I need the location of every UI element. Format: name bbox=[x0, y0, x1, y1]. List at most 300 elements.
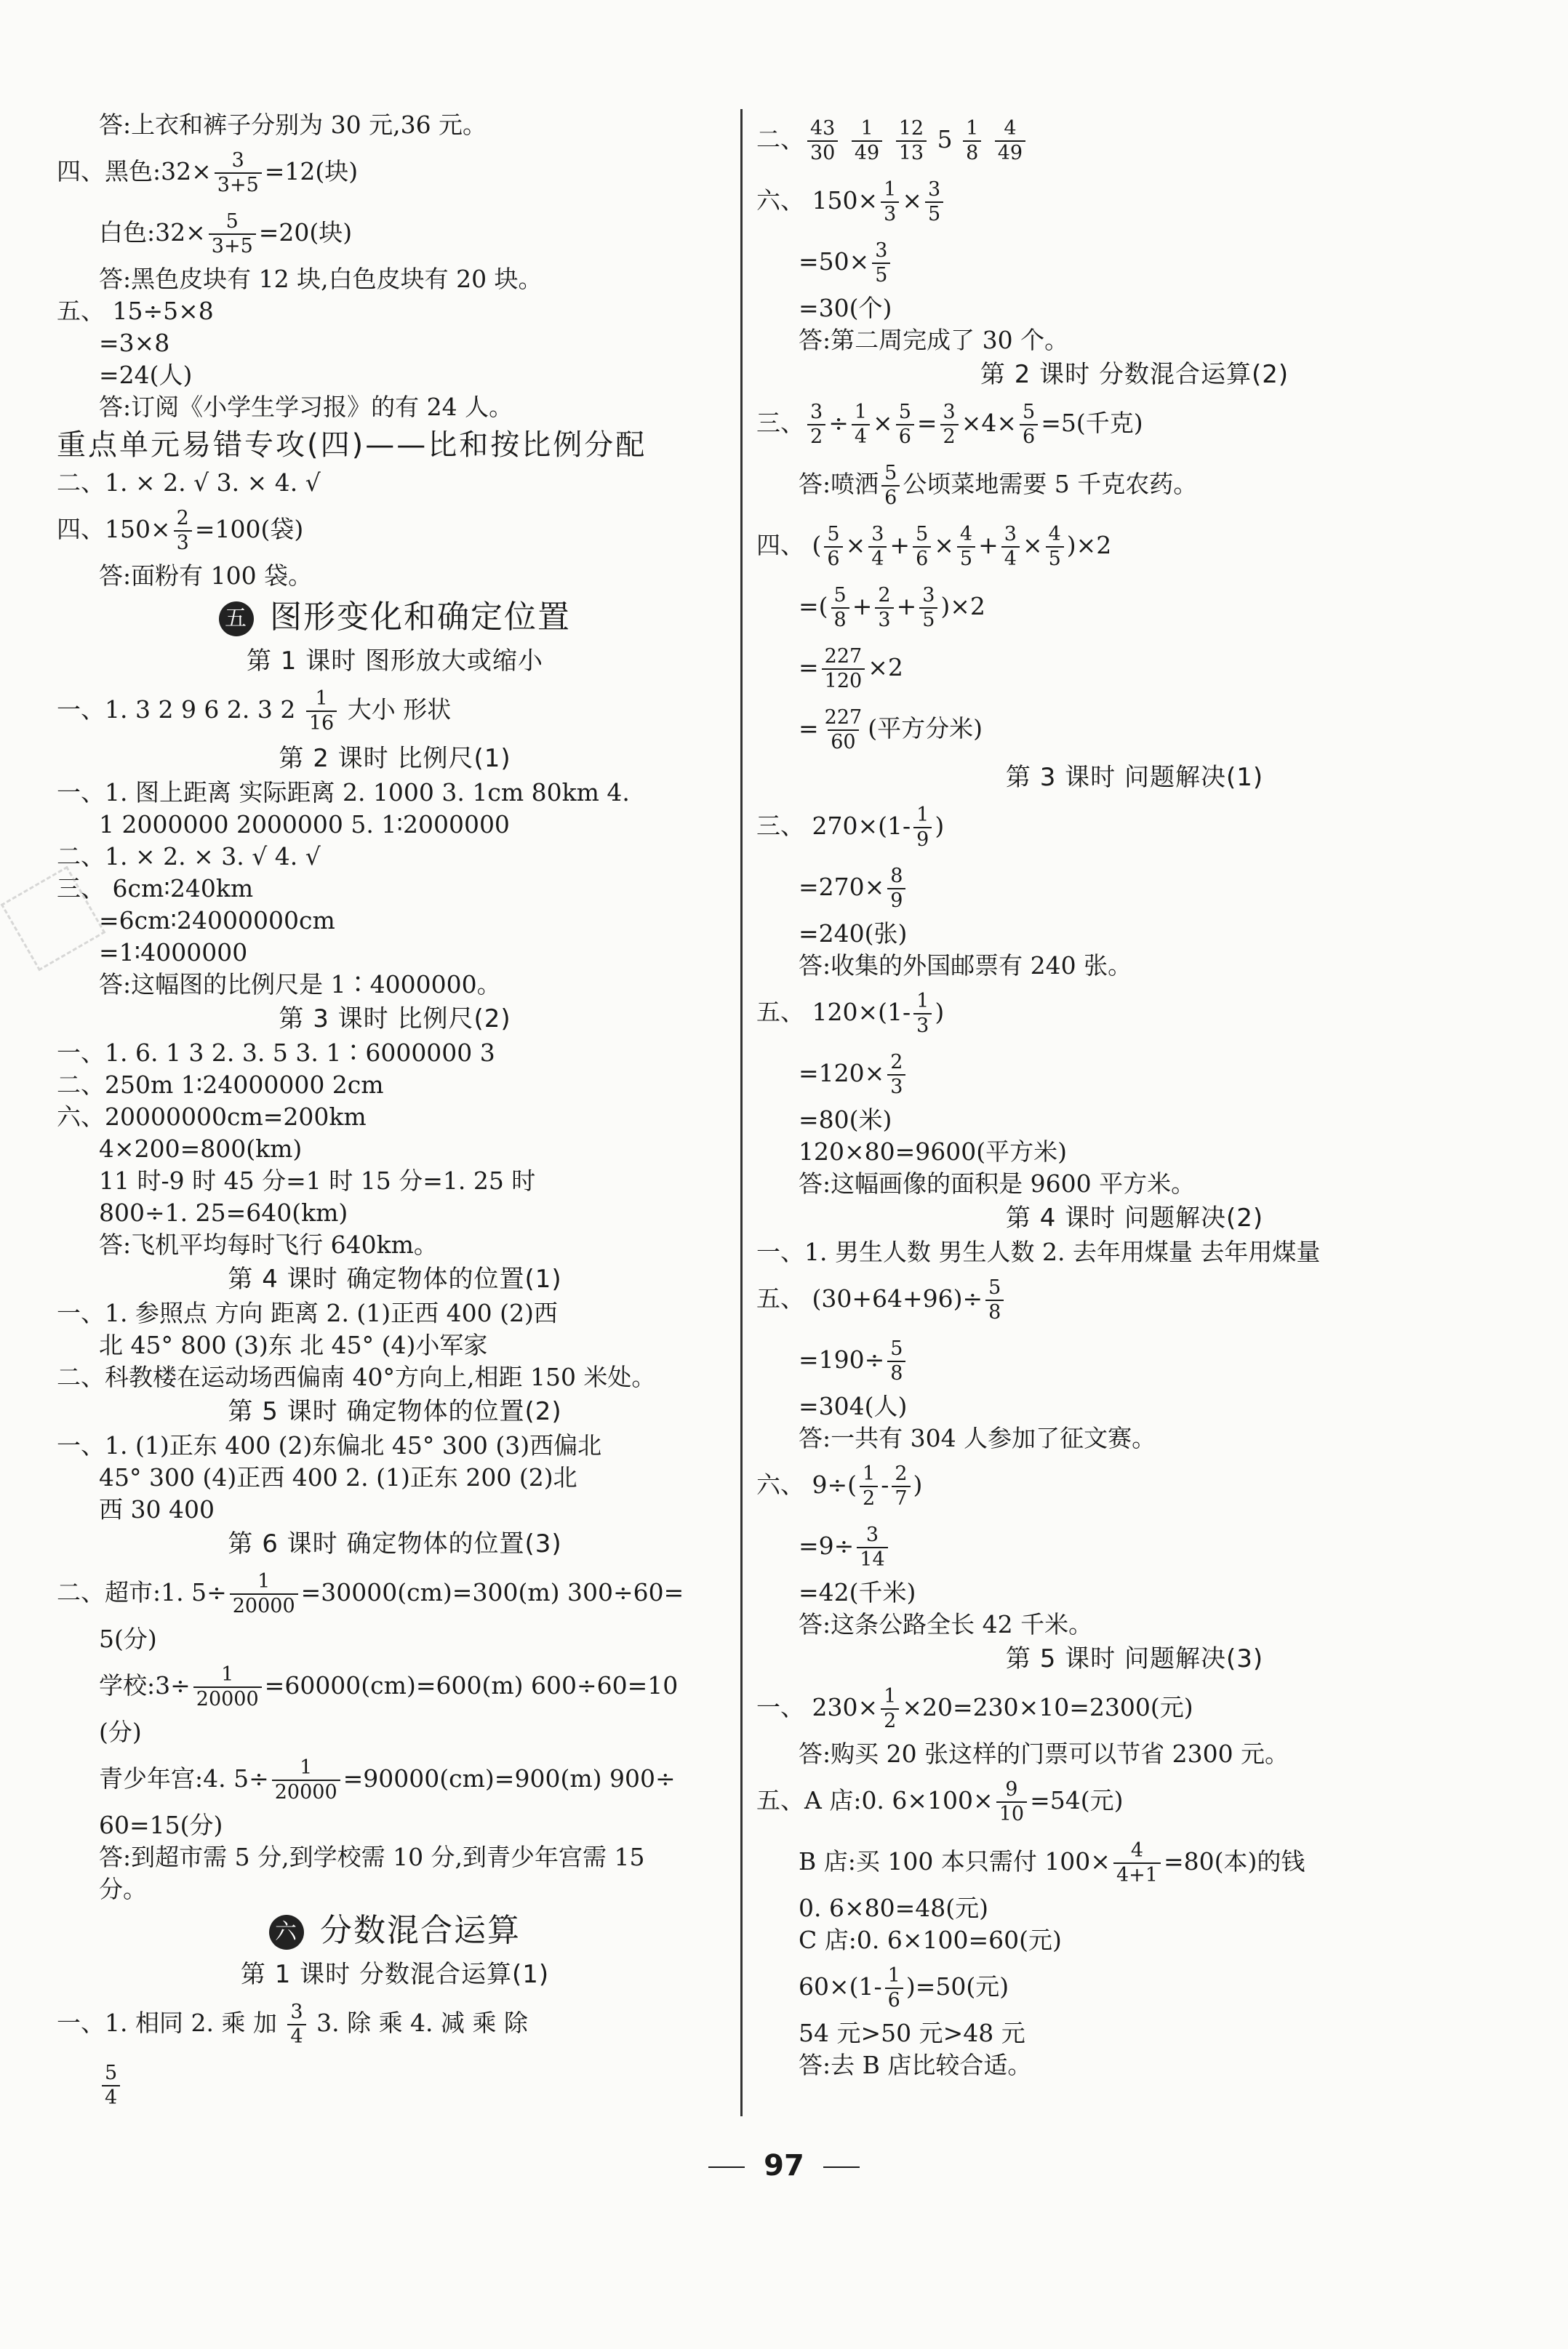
fraction-denominator: 30 bbox=[807, 140, 838, 165]
fraction-numerator: 2 bbox=[895, 1462, 908, 1485]
line-text: 图形变化和确定位置 bbox=[270, 599, 571, 636]
fraction-denominator: 5 bbox=[925, 201, 943, 226]
fraction-denominator: 4 bbox=[287, 2024, 305, 2049]
lesson-heading bbox=[57, 1956, 733, 1993]
lesson-heading bbox=[57, 740, 733, 777]
fraction-numerator: 2 bbox=[176, 507, 189, 529]
line-text: 答:收集的外国邮票有 240 张。 bbox=[799, 951, 1132, 980]
fraction-denominator: 5 bbox=[872, 263, 890, 287]
answer-line bbox=[57, 1716, 733, 1748]
fraction-numerator: 5 bbox=[833, 584, 847, 607]
answer-line bbox=[756, 170, 1513, 231]
line-text: 4×200=800(km) bbox=[99, 1135, 303, 1163]
line-text: 60=15(分) bbox=[99, 1811, 223, 1839]
fraction bbox=[287, 2001, 305, 2049]
fraction-denominator: 3 bbox=[875, 607, 893, 632]
fraction bbox=[831, 584, 849, 632]
line-text: =100(袋) bbox=[194, 515, 304, 543]
answer-line bbox=[756, 1609, 1513, 1641]
line-text: =304(人) bbox=[799, 1392, 908, 1420]
fraction-numerator: 1 bbox=[884, 1685, 897, 1708]
line-text: 青少年宫:4. 5÷ bbox=[99, 1764, 269, 1793]
line-text: 一、1. 男生人数 男生人数 2. 去年用煤量 去年用煤量 bbox=[756, 1238, 1321, 1266]
answer-line bbox=[57, 1655, 733, 1716]
answer-line bbox=[57, 109, 733, 141]
fraction bbox=[913, 523, 931, 571]
line-text: =80(米) bbox=[799, 1105, 892, 1134]
fraction-denominator: 6 bbox=[896, 424, 914, 449]
line-text: 3. 除 乘 4. 减 乘 除 bbox=[308, 2009, 529, 2037]
fraction bbox=[892, 1462, 910, 1510]
answer-line bbox=[756, 1422, 1513, 1454]
fraction bbox=[1001, 523, 1020, 571]
line-text: 60×(1- bbox=[799, 1972, 882, 2001]
fraction-denominator: 13 bbox=[896, 140, 927, 165]
fraction bbox=[193, 1663, 262, 1711]
fraction bbox=[852, 401, 870, 449]
fraction-denominator: 6 bbox=[881, 485, 900, 510]
unit-number-badge: 五 bbox=[219, 601, 254, 636]
answer-line bbox=[57, 499, 733, 560]
line-text: =120× bbox=[799, 1059, 885, 1087]
fraction-denominator: 4 bbox=[102, 2085, 120, 2110]
fraction-denominator: 49 bbox=[995, 140, 1025, 165]
answer-line bbox=[756, 231, 1513, 292]
fraction-denominator: 2 bbox=[860, 1486, 878, 1510]
line-text: =1∶4000000 bbox=[99, 938, 248, 967]
answer-line bbox=[57, 1494, 733, 1526]
fraction bbox=[209, 210, 256, 258]
answer-line bbox=[756, 982, 1513, 1043]
answer-line bbox=[756, 1770, 1513, 1831]
line-text: 公顷菜地需要 5 千克农药。 bbox=[903, 470, 1198, 498]
fraction bbox=[913, 990, 932, 1038]
fraction-denominator: 6 bbox=[913, 546, 931, 571]
answer-line bbox=[57, 873, 733, 905]
fraction-denominator: 3+5 bbox=[209, 233, 256, 258]
fraction-numerator: 227 bbox=[824, 706, 863, 729]
fraction-numerator: 4 bbox=[1004, 117, 1017, 140]
fraction-denominator: 5 bbox=[1046, 546, 1064, 571]
line-text: 三、 270×(1- bbox=[756, 812, 911, 840]
line-text: = bbox=[916, 409, 937, 437]
line-text: 四、 ( bbox=[756, 531, 822, 559]
answer-line bbox=[57, 391, 733, 423]
answer-line bbox=[57, 1297, 733, 1329]
fraction bbox=[807, 401, 825, 449]
answer-line bbox=[756, 1390, 1513, 1422]
answer-line bbox=[57, 1809, 733, 1841]
fraction bbox=[824, 523, 842, 571]
line-text: 第 2 课时 比例尺(1) bbox=[279, 744, 511, 773]
line-text: ×2 bbox=[868, 653, 903, 681]
line-text: =190÷ bbox=[799, 1345, 885, 1374]
fraction-numerator: 2 bbox=[878, 584, 891, 607]
fraction-numerator: 5 bbox=[225, 210, 239, 233]
fraction bbox=[985, 1276, 1004, 1324]
fraction bbox=[881, 178, 899, 226]
answer-line bbox=[57, 905, 733, 937]
line-text: 三、 bbox=[756, 409, 804, 437]
line-text: 5 bbox=[929, 125, 961, 153]
section-heading bbox=[57, 423, 733, 467]
line-text bbox=[885, 125, 893, 153]
fraction-numerator: 3 bbox=[875, 239, 888, 262]
line-text: 六、 9÷( bbox=[756, 1470, 857, 1499]
line-text: 答:喷洒 bbox=[799, 470, 879, 498]
answer-line bbox=[756, 1168, 1513, 1200]
fraction-denominator: 2 bbox=[940, 424, 959, 449]
answer-line bbox=[756, 1516, 1513, 1577]
fraction-denominator: 8 bbox=[985, 1300, 1004, 1324]
answer-line bbox=[756, 796, 1513, 857]
line-text: 五、 15÷5×8 bbox=[57, 297, 214, 325]
line-text: 五、 (30+64+96)÷ bbox=[756, 1284, 983, 1313]
fraction-numerator: 1 bbox=[966, 117, 979, 140]
fraction-denominator: 6 bbox=[885, 1988, 903, 2012]
answer-line bbox=[756, 918, 1513, 950]
line-text: - bbox=[881, 1470, 889, 1499]
line-text bbox=[841, 125, 849, 153]
fraction bbox=[957, 523, 975, 571]
fraction-denominator: 20000 bbox=[230, 1593, 298, 1618]
fraction-numerator: 4 bbox=[1130, 1839, 1144, 1862]
fraction bbox=[896, 117, 927, 165]
line-text: 答:这幅图的比例尺是 1∶4000000。 bbox=[99, 970, 501, 999]
line-text: × bbox=[1022, 531, 1043, 559]
fraction-denominator: 5 bbox=[957, 546, 975, 571]
answer-line bbox=[57, 1623, 733, 1655]
answer-line bbox=[57, 809, 733, 841]
fraction-numerator: 3 bbox=[290, 2001, 303, 2023]
fraction bbox=[963, 117, 981, 165]
fraction-denominator: 3 bbox=[174, 530, 192, 555]
fraction-denominator: 20000 bbox=[272, 1780, 340, 1804]
line-text: 120×80=9600(平方米) bbox=[799, 1137, 1068, 1166]
page-number: 97 bbox=[0, 2149, 1568, 2182]
fraction-numerator: 3 bbox=[810, 401, 823, 423]
line-text: 1 2000000 2000000 5. 1∶2000000 bbox=[99, 810, 510, 839]
answer-line bbox=[57, 1841, 733, 1873]
fraction bbox=[881, 1685, 899, 1733]
fraction-denominator: 9 bbox=[913, 827, 932, 852]
fraction bbox=[272, 1756, 340, 1804]
line-text: 一、1. 参照点 方向 距离 2. (1)正西 400 (2)西 bbox=[57, 1299, 558, 1327]
fraction-denominator: 9 bbox=[887, 888, 905, 913]
answer-line bbox=[57, 1748, 733, 1809]
fraction-denominator: 6 bbox=[1020, 424, 1038, 449]
fraction bbox=[215, 149, 262, 197]
lesson-heading bbox=[756, 1200, 1513, 1236]
lesson-heading bbox=[57, 1001, 733, 1037]
line-text: =12(块) bbox=[264, 157, 359, 185]
fraction bbox=[102, 2062, 120, 2110]
fraction-numerator: 3 bbox=[1004, 523, 1017, 545]
line-text: =240(张) bbox=[799, 919, 908, 948]
fraction-denominator: 10 bbox=[996, 1801, 1027, 1826]
fraction-numerator: 1 bbox=[884, 178, 897, 201]
fraction-numerator: 4 bbox=[1048, 523, 1061, 545]
line-text: 重点单元易错专攻(四)——比和按比例分配 bbox=[57, 428, 647, 462]
answer-line bbox=[57, 1101, 733, 1133]
unit-number-badge: 六 bbox=[269, 1915, 304, 1950]
fraction-numerator: 8 bbox=[890, 865, 903, 887]
fraction bbox=[996, 1778, 1027, 1826]
fraction-numerator: 5 bbox=[898, 401, 911, 423]
answer-line bbox=[756, 1043, 1513, 1104]
line-text: 答:一共有 304 人参加了征文赛。 bbox=[799, 1424, 1156, 1452]
fraction-numerator: 5 bbox=[105, 2062, 118, 2084]
fraction-numerator: 5 bbox=[988, 1276, 1001, 1299]
line-text: + bbox=[978, 531, 999, 559]
fraction-numerator: 3 bbox=[871, 523, 884, 545]
line-text: )×2 bbox=[940, 592, 985, 620]
line-text: 五、 120×(1- bbox=[756, 998, 911, 1026]
fraction-numerator: 1 bbox=[854, 401, 868, 423]
line-text: =30(个) bbox=[799, 294, 892, 322]
fraction bbox=[174, 507, 192, 555]
lesson-heading bbox=[57, 643, 733, 679]
fraction-numerator: 1 bbox=[315, 687, 328, 710]
line-text: 答:黑色皮块有 12 块,白色皮块有 20 块。 bbox=[99, 265, 543, 293]
line-text: B 店:买 100 本只需付 100× bbox=[799, 1847, 1111, 1876]
line-text: ) bbox=[913, 1470, 923, 1499]
fraction-denominator: 14 bbox=[857, 1547, 887, 1572]
fraction-numerator: 3 bbox=[922, 584, 935, 607]
answer-line bbox=[57, 2054, 733, 2115]
fraction-numerator: 1 bbox=[916, 804, 929, 826]
line-text: 大小 形状 bbox=[340, 695, 452, 724]
lesson-heading bbox=[57, 1393, 733, 1430]
fraction bbox=[919, 584, 937, 632]
answer-line bbox=[756, 1329, 1513, 1390]
line-text: 二、250m 1∶24000000 2cm bbox=[57, 1071, 384, 1099]
answer-line bbox=[57, 467, 733, 499]
line-text: 第 5 课时 确定物体的位置(2) bbox=[228, 1397, 562, 1426]
answer-line bbox=[756, 1104, 1513, 1136]
line-text: 二、科教楼在运动场西偏南 40°方向上,相距 150 米处。 bbox=[57, 1363, 656, 1391]
line-text: 第 4 课时 确定物体的位置(1) bbox=[228, 1265, 562, 1294]
answer-line bbox=[57, 1562, 733, 1623]
line-text: =3×8 bbox=[99, 329, 170, 357]
line-text: × bbox=[873, 409, 893, 437]
answer-line bbox=[57, 777, 733, 809]
answer-line bbox=[756, 1454, 1513, 1516]
line-text: 第 1 课时 分数混合运算(1) bbox=[240, 1960, 550, 1989]
line-text: =30000(cm)=300(m) 300÷60= bbox=[300, 1578, 684, 1606]
fraction-numerator: 5 bbox=[890, 1337, 903, 1360]
fraction-numerator: 1 bbox=[221, 1663, 234, 1686]
fraction-numerator: 5 bbox=[1023, 401, 1036, 423]
answer-line bbox=[756, 1577, 1513, 1609]
line-text: = bbox=[799, 653, 819, 681]
line-text: =90000(cm)=900(m) 900÷ bbox=[343, 1764, 676, 1793]
line-text: 答:这条公路全长 42 千米。 bbox=[799, 1610, 1093, 1638]
fraction-numerator: 5 bbox=[916, 523, 929, 545]
line-text: 答:订阅《小学生学习报》的有 24 人。 bbox=[99, 393, 513, 421]
line-text: 800÷1. 25=640(km) bbox=[99, 1198, 348, 1227]
unit-heading bbox=[57, 1905, 733, 1956]
line-text: =80(本)的钱 bbox=[1163, 1847, 1305, 1876]
line-text: 0. 6×80=48(元) bbox=[799, 1894, 989, 1922]
line-text: =270× bbox=[799, 873, 885, 901]
fraction-numerator: 1 bbox=[887, 1964, 900, 1987]
line-text: 四、150× bbox=[57, 515, 171, 543]
answer-line bbox=[756, 1677, 1513, 1738]
line-text: 二、 bbox=[756, 125, 804, 153]
fraction bbox=[875, 584, 893, 632]
line-text: =20(块) bbox=[258, 218, 353, 247]
fraction-denominator: 3 bbox=[887, 1074, 905, 1099]
fraction-numerator: 4 bbox=[959, 523, 973, 545]
answer-line bbox=[57, 1329, 733, 1361]
fraction-denominator: 60 bbox=[828, 729, 858, 754]
answer-line bbox=[756, 950, 1513, 982]
answer-line bbox=[57, 841, 733, 873]
fraction-denominator: 49 bbox=[852, 140, 882, 165]
line-text: × bbox=[845, 531, 866, 559]
line-text: 分。 bbox=[99, 1875, 147, 1903]
fraction-numerator: 1 bbox=[863, 1462, 876, 1485]
fraction-numerator: 5 bbox=[827, 523, 840, 545]
fraction bbox=[940, 401, 959, 449]
fraction-denominator: 8 bbox=[963, 140, 981, 165]
fraction-denominator: 6 bbox=[824, 546, 842, 571]
fraction bbox=[872, 239, 890, 287]
fraction-numerator: 3 bbox=[865, 1524, 879, 1546]
line-text: 答:飞机平均每时飞行 640km。 bbox=[99, 1230, 438, 1259]
line-text: )=50(元) bbox=[905, 1972, 1009, 2001]
line-text: =5(千克) bbox=[1041, 409, 1143, 437]
fraction bbox=[887, 1051, 905, 1099]
answer-line bbox=[57, 1993, 733, 2054]
fraction-numerator: 3 bbox=[927, 178, 941, 201]
lesson-heading bbox=[57, 1261, 733, 1297]
answer-line bbox=[57, 1361, 733, 1393]
answer-line bbox=[756, 292, 1513, 324]
fraction bbox=[852, 117, 882, 165]
line-text: 一、1. 3 2 9 6 2. 3 2 bbox=[57, 695, 303, 724]
fraction bbox=[306, 687, 337, 735]
answer-line bbox=[756, 1236, 1513, 1268]
fraction-denominator: 120 bbox=[822, 668, 865, 693]
answer-line bbox=[57, 937, 733, 969]
fraction bbox=[822, 706, 865, 754]
fraction bbox=[860, 1462, 878, 1510]
fraction bbox=[896, 401, 914, 449]
answer-line bbox=[57, 327, 733, 359]
answer-line bbox=[57, 1069, 733, 1101]
unit-heading bbox=[57, 592, 733, 643]
line-text: 答:到超市需 5 分,到学校需 10 分,到青少年宫需 15 bbox=[99, 1843, 645, 1871]
fraction bbox=[1020, 401, 1038, 449]
fraction bbox=[995, 117, 1025, 165]
answer-line bbox=[57, 263, 733, 295]
answer-line bbox=[756, 515, 1513, 576]
fraction-numerator: 3 bbox=[231, 149, 244, 172]
line-text: 白色:32× bbox=[99, 218, 206, 247]
answer-line bbox=[756, 1738, 1513, 1770]
answer-line bbox=[57, 1873, 733, 1905]
fraction-denominator: 3+5 bbox=[215, 172, 262, 197]
fraction-denominator: 16 bbox=[306, 711, 337, 735]
line-text: (分) bbox=[99, 1718, 142, 1746]
fraction-denominator: 8 bbox=[831, 607, 849, 632]
line-text: ÷ bbox=[828, 409, 849, 437]
fraction-denominator: 4 bbox=[852, 424, 870, 449]
line-text: C 店:0. 6×100=60(元) bbox=[799, 1926, 1062, 1954]
line-text: 第 1 课时 图形放大或缩小 bbox=[246, 647, 544, 676]
line-text: 三、 6cm∶240km bbox=[57, 874, 254, 903]
line-text: =60000(cm)=600(m) 600÷60=10 bbox=[264, 1671, 679, 1700]
line-text: 一、1. 6. 1 3 2. 3. 5 3. 1∶6000000 3 bbox=[57, 1039, 495, 1067]
answer-line bbox=[756, 1956, 1513, 2017]
line-text: + bbox=[896, 592, 917, 620]
line-text: 11 时-9 时 45 分=1 时 15 分=1. 25 时 bbox=[99, 1167, 536, 1195]
answer-line bbox=[57, 1165, 733, 1197]
answer-line bbox=[756, 2049, 1513, 2081]
line-text: + bbox=[889, 531, 911, 559]
fraction-denominator: 3 bbox=[913, 1013, 932, 1038]
line-text: 5(分) bbox=[99, 1625, 157, 1653]
right-answer-column bbox=[756, 109, 1513, 2081]
answer-line bbox=[57, 295, 733, 327]
answer-line bbox=[756, 576, 1513, 637]
line-text: 学校:3÷ bbox=[99, 1671, 191, 1700]
fraction bbox=[868, 523, 887, 571]
fraction-denominator: 4 bbox=[868, 546, 887, 571]
line-text: 第 4 课时 问题解决(2) bbox=[1005, 1204, 1264, 1233]
line-text: 一、1. 相同 2. 乘 加 bbox=[57, 2009, 285, 2037]
line-text: 答:购买 20 张这样的门票可以节省 2300 元。 bbox=[799, 1740, 1289, 1768]
line-text: ) bbox=[935, 998, 945, 1026]
fraction-denominator: 7 bbox=[892, 1486, 910, 1510]
answer-line bbox=[57, 1430, 733, 1462]
line-text: 第 6 课时 确定物体的位置(3) bbox=[228, 1529, 562, 1558]
line-text: × bbox=[902, 186, 922, 215]
line-text: 五、A 店:0. 6×100× bbox=[756, 1786, 993, 1814]
fraction-denominator: 2 bbox=[807, 424, 825, 449]
line-text: (平方分米) bbox=[868, 714, 983, 743]
answer-line bbox=[756, 109, 1513, 170]
left-answer-column bbox=[57, 109, 733, 2115]
line-text: =( bbox=[799, 592, 828, 620]
fraction-numerator: 1 bbox=[860, 117, 873, 140]
line-text: 54 元>50 元>48 元 bbox=[799, 2019, 1025, 2047]
line-text: ×4× bbox=[961, 409, 1017, 437]
answer-line bbox=[57, 1037, 733, 1069]
line-text: 第 3 课时 比例尺(2) bbox=[279, 1004, 511, 1033]
line-text: 一、1. 图上距离 实际距离 2. 1000 3. 1cm 80km 4. bbox=[57, 778, 630, 807]
column-divider bbox=[740, 109, 743, 2116]
line-text: 一、 230× bbox=[756, 1693, 879, 1721]
answer-line bbox=[756, 2017, 1513, 2049]
line-text: 六、 150× bbox=[756, 186, 879, 215]
line-text: 答:面粉有 100 袋。 bbox=[99, 561, 313, 590]
fraction-numerator: 9 bbox=[1005, 1778, 1018, 1801]
answer-line bbox=[756, 1924, 1513, 1956]
fraction-denominator: 4 bbox=[1001, 546, 1020, 571]
answer-line bbox=[57, 359, 733, 391]
fraction bbox=[822, 645, 865, 693]
fraction-numerator: 3 bbox=[943, 401, 956, 423]
fraction-numerator: 43 bbox=[810, 117, 836, 140]
fraction-numerator: 1 bbox=[916, 990, 929, 1012]
line-text: 答:上衣和裤子分别为 30 元,36 元。 bbox=[99, 111, 487, 139]
line-text: = bbox=[799, 714, 819, 743]
fraction bbox=[881, 462, 900, 510]
line-text: ×20=230×10=2300(元) bbox=[902, 1693, 1193, 1721]
